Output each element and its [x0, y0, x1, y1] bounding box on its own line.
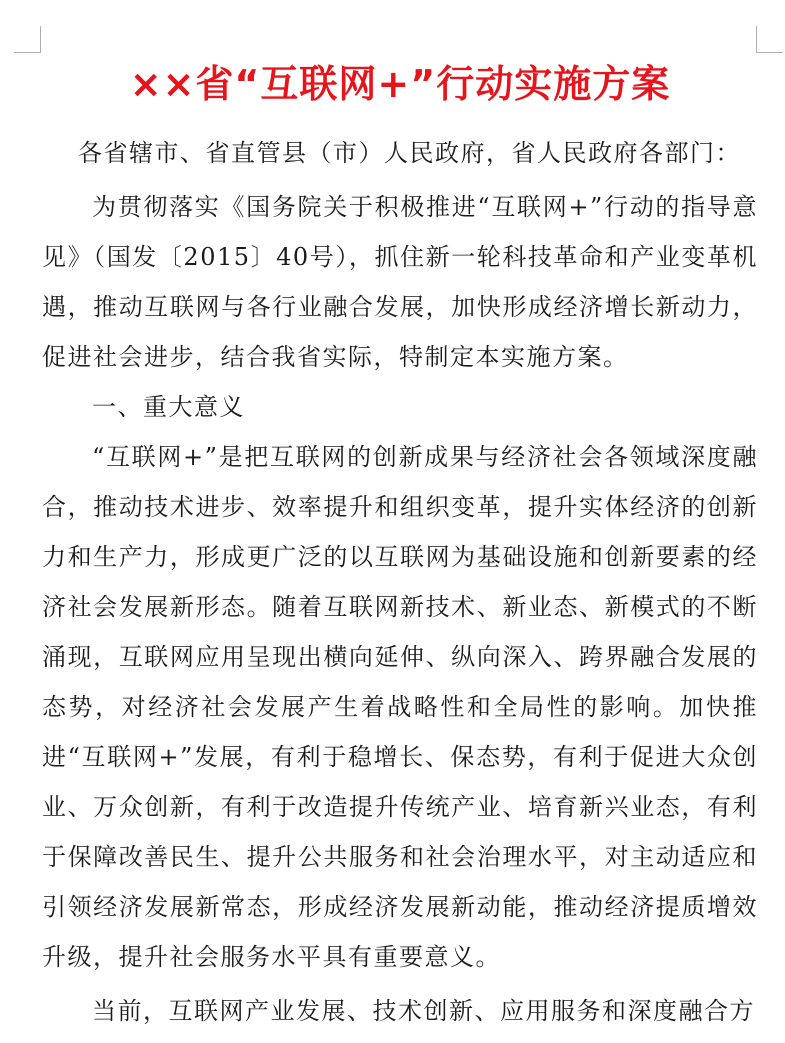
page-corner-mark-top-right: [756, 26, 783, 53]
document-body: [42, 128, 758, 1036]
document-title: ××省“互联网+”行动实施方案: [129, 62, 671, 106]
paragraph-current-status: 当前，互联网产业发展、技术创新、应用服务和深度融合方: [92, 997, 755, 1025]
section-heading-significance: 一、重大意义: [92, 393, 245, 421]
salutation-line: 各省辖市、省直管县（市）人民政府，省人民政府各部门：: [78, 139, 741, 167]
paragraph-significance: “互联网+”是把互联网的创新成果与经济社会各领域深度融合，推动技术进步、效率提升和组织变革，提升实体经济的创新力和生产力，形成更广泛的以互联网为基础设施和创新要素的经济社会发展新形态。随着互联网新技术、新业态、新模式的不断涌现，互联网应用呈现出横向延伸、纵向深入、跨界融合发展的态势，对经济社会发展产生着战略性和全局性的影响。加快推进“互联网+”发展，有利于稳增长、保态势，有利于促进大众创业、万众创新，有利于改造提升传统产业、培育新兴业态，有利于保障改善民生、提升公共服务和社会治理水平，对主动适应和引领经济发展新常态，形成经济发展新动能，推动经济提质增效升级，提升社会服务水平具有重要意义。: [42, 443, 758, 971]
paragraph-intro: 为贯彻落实《国务院关于积极推进“互联网+”行动的指导意见》（国发〔2015〕40号），抓住新一轮科技革命和产业变革机遇，推动互联网与各行业融合发展，加快形成经济增长新动力，促进社会进步，结合我省实际，特制定本实施方案。: [42, 193, 758, 371]
page-corner-mark-top-left: [14, 26, 41, 53]
